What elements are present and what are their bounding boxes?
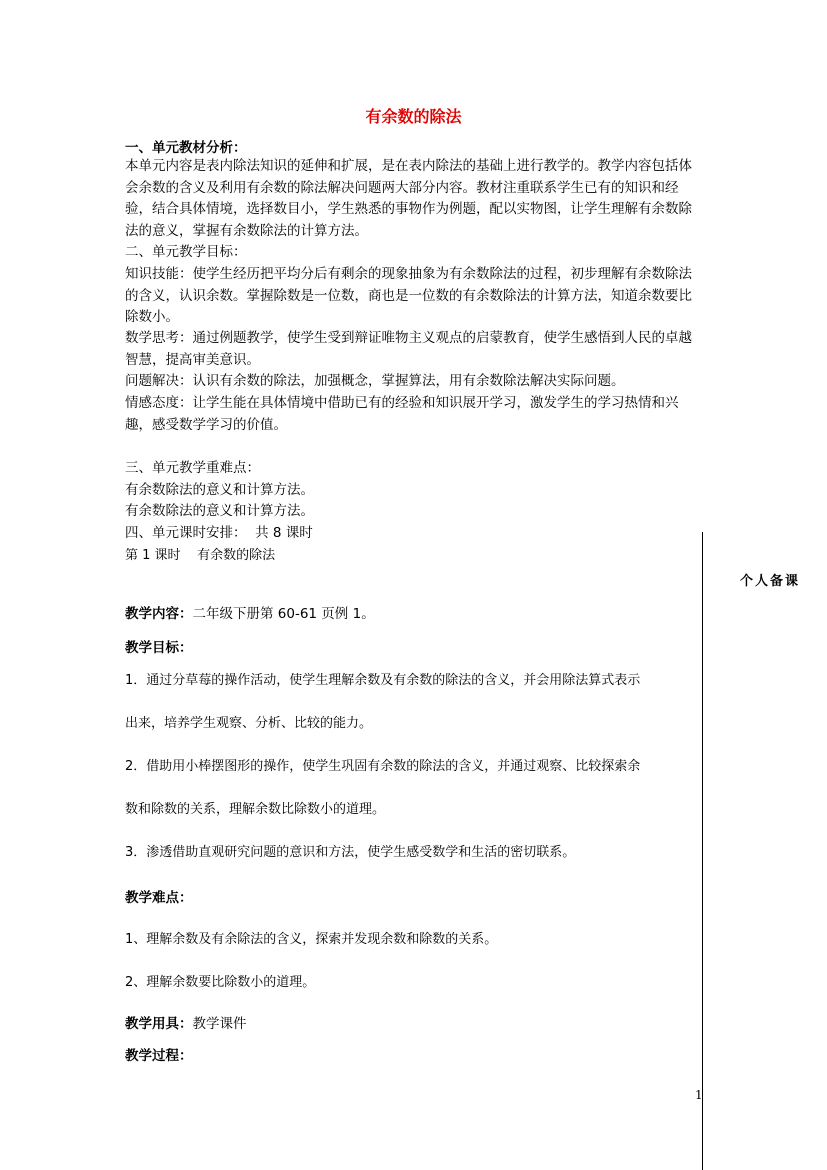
key-point-line-2: 有余数除法的意义和计算方法。 bbox=[125, 503, 314, 519]
goal-knowledge-skills: 知识技能：使学生经历把平均分后有剩余的现象抽象为有余数除法的过程，初步理解有余数除法的含义，认识余数。掌握除数是一位数，商也是一位数的有余数除法的计算方法，知道余数要比除数小。 bbox=[125, 266, 692, 325]
teaching-goals-label: 教学目标： bbox=[125, 640, 193, 656]
teaching-goal-1a: 1．通过分草莓的操作活动，使学生理解余数及有余数的除法的含义，并会用除法算式表示 bbox=[125, 673, 641, 688]
teaching-tools-text: 教学课件 bbox=[192, 1016, 247, 1032]
difficulty-item-2: 2、理解余数要比除数小的道理。 bbox=[125, 975, 316, 990]
teaching-goal-2a: 2．借助用小棒摆图形的操作，使学生巩固有余数的除法的含义，并通过观察、比较探索余 bbox=[125, 759, 641, 774]
section-heading-key-points: 三、单元教学重难点： bbox=[125, 460, 260, 476]
goal-emotion-attitude: 情感态度：让学生能在具体情境中借助已有的经验和知识展开学习，激发学生的学习热情和兴趣，感受数学学习的价值。 bbox=[125, 395, 679, 433]
lesson-label: 第 1 课时 有余数的除法 bbox=[125, 548, 276, 563]
teaching-tools-label: 教学用具： bbox=[125, 1016, 193, 1032]
section-heading-goals: 二、单元教学目标： bbox=[125, 244, 247, 260]
teaching-content-label: 教学内容： bbox=[125, 606, 193, 622]
section-heading-schedule: 四、单元课时安排： 共 8 课时 bbox=[125, 525, 313, 541]
teaching-content-row bbox=[125, 604, 375, 626]
teaching-goal-2b: 数和除数的关系，理解余数比除数小的道理。 bbox=[125, 802, 386, 817]
analysis-paragraph: 本单元内容是表内除法知识的延伸和扩展，是在表内除法的基础上进行教学的。教学内容包括体会余数的含义及利用有余数的除法解决问题两大部分内容。教材注重联系学生已有的知识和经验，结合具体情境，选择数目小，学生熟悉的事物作为例题，配以实物图，让学生理解有余数除法的意义，掌握有余数除法的计算方法。 bbox=[125, 158, 692, 239]
teaching-tools-row bbox=[125, 1014, 247, 1036]
teaching-content-text: 二年级下册第 60-61 页例 1。 bbox=[192, 606, 375, 622]
page-number: 1 bbox=[695, 1088, 703, 1102]
teaching-difficulty-label: 教学难点： bbox=[125, 890, 193, 906]
margin-divider-line bbox=[702, 532, 703, 1170]
goal-problem-solving: 问题解决：认识有余数的除法，加强概念，掌握算法，用有余数除法解决实际问题。 bbox=[125, 373, 625, 389]
page-title: 有余数的除法 bbox=[365, 107, 462, 126]
teaching-goal-1b: 出来，培养学生观察、分析、比较的能力。 bbox=[125, 716, 373, 731]
teaching-process-label: 教学过程： bbox=[125, 1048, 193, 1064]
teaching-goal-3: 3．渗透借助直观研究问题的意识和方法，使学生感受数学和生活的密切联系。 bbox=[125, 845, 576, 860]
personal-prep-label: 个人备课 bbox=[740, 574, 801, 589]
difficulty-item-1: 1、理解余数及有余除法的含义，探索并发现余数和除数的关系。 bbox=[125, 932, 498, 947]
key-point-line-1: 有余数除法的意义和计算方法。 bbox=[125, 482, 314, 498]
section-heading-analysis: 一、单元教材分析： bbox=[125, 140, 247, 156]
goal-math-thinking: 数学思考：通过例题教学，使学生受到辩证唯物主义观点的启蒙教育，使学生感悟到人民的卓越智慧，提高审美意识。 bbox=[125, 330, 692, 368]
